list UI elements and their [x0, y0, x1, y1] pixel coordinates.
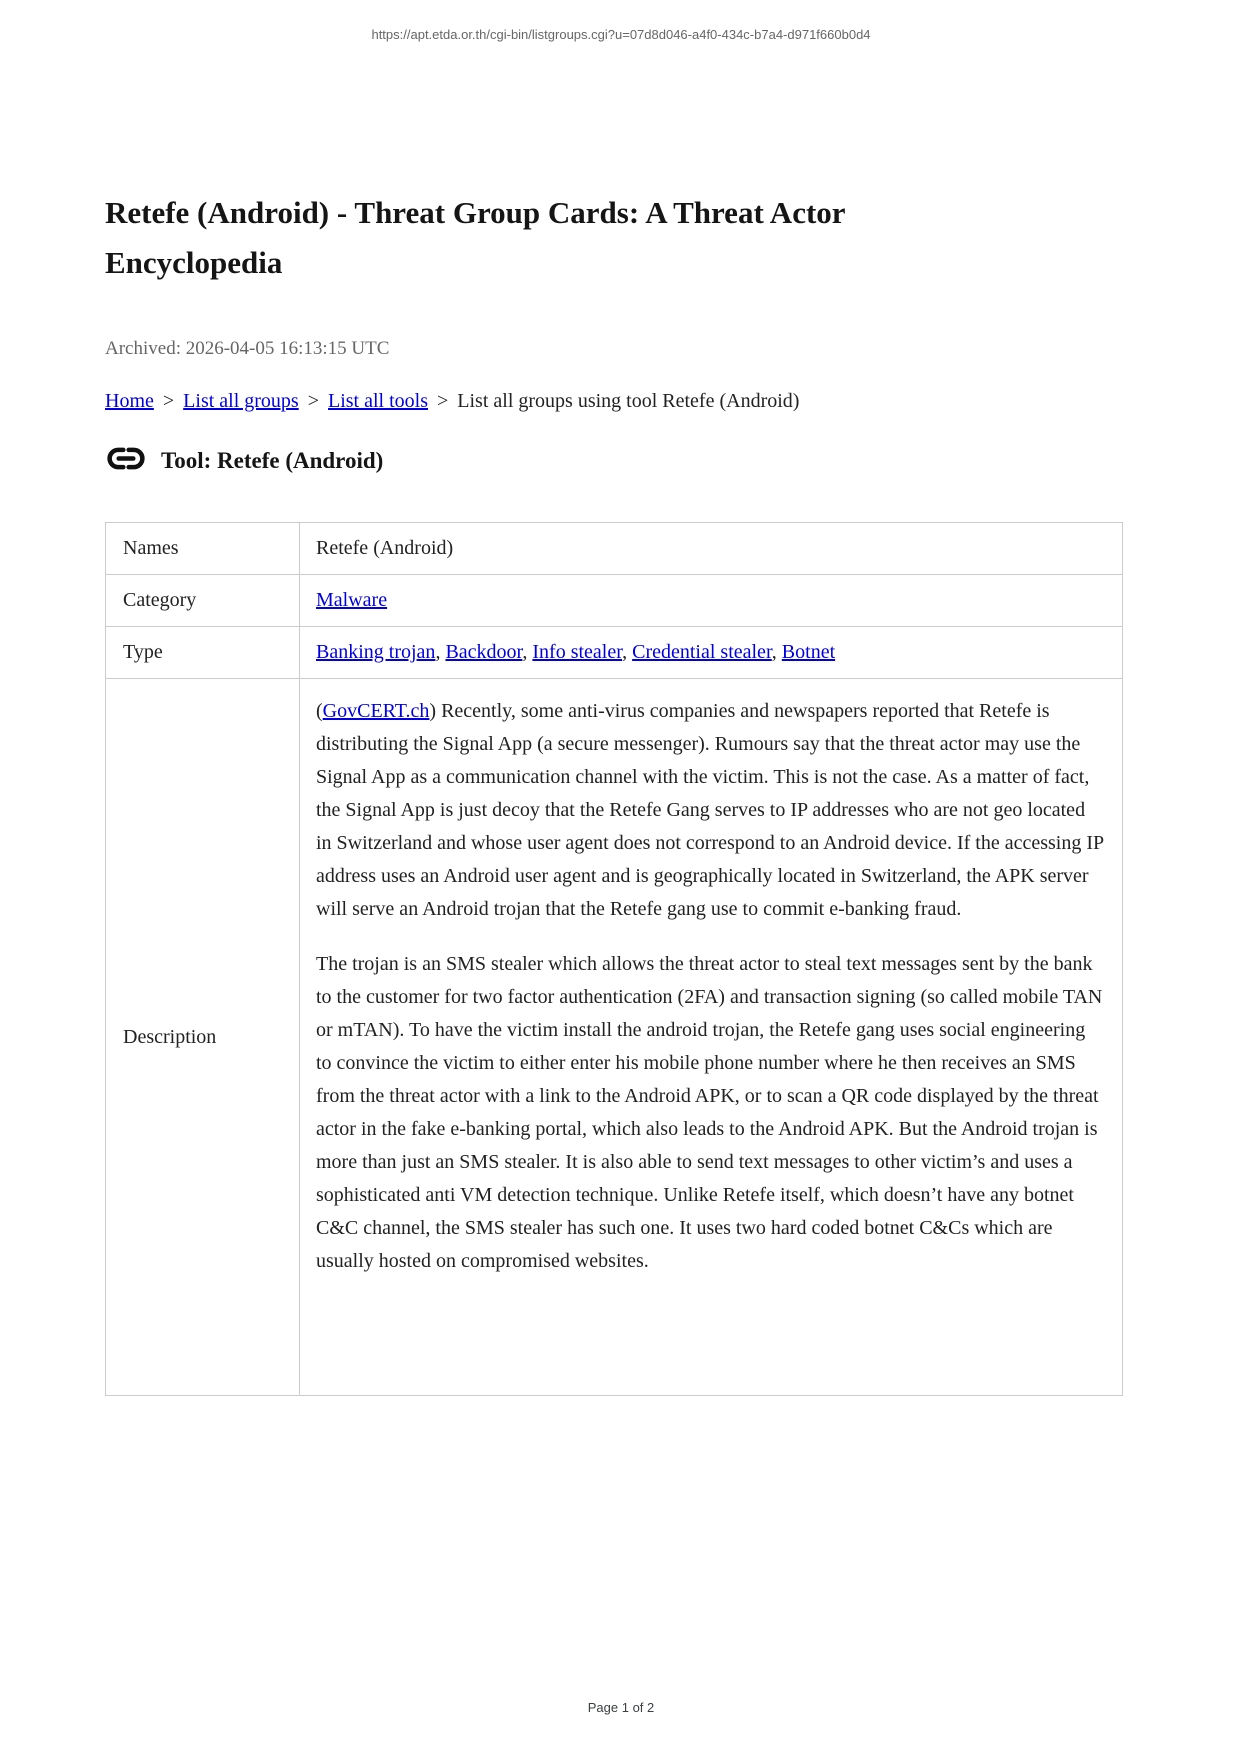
description-paragraph-2: The trojan is an SMS stealer which allows the threat actor to steal text messages sent by the bank to the customer for two factor authentication (2FA) and transaction signing (so called mobile TAN or mTAN). To have the victim install the android trojan, the Retefe gang uses social engineering to convince the victim to either enter his mobile phone number where he then receives an SMS from the threat actor with a link to the Android APK, or to scan a QR code displayed by the threat actor in the fake e-banking portal, which also leads to the Android APK. But the Android trojan is more than just an SMS stealer. It is also able to send text messages to other victim’s and uses a sophisticated anti VM detection technique. Unlike Retefe itself, which doesn’t have any botnet C&C channel, the SMS stealer has such one. It uses two hard coded botnet C&Cs which are usually hosted on compromised websites. — [316, 953, 1103, 1272]
breadcrumb-link-home[interactable]: Home — [105, 390, 154, 412]
row-label-names: Names — [106, 523, 300, 575]
breadcrumb-separator: > — [307, 390, 319, 412]
type-link-botnet[interactable]: Botnet — [781, 641, 836, 663]
row-value-category — [300, 575, 1123, 627]
comma-separator: , — [435, 641, 441, 663]
print-header-url: https://apt.etda.or.th/cgi-bin/listgroups.cgi?u=07d8d046-a4f0-434c-b7a4-d971f660b0d4 — [371, 27, 871, 42]
breadcrumb — [105, 390, 799, 413]
breadcrumb-separator: > — [437, 390, 449, 412]
tool-heading — [106, 448, 383, 474]
table-row-description — [106, 679, 1123, 1396]
paren-open: ( — [316, 700, 323, 722]
tool-info-table — [105, 522, 1123, 1396]
type-link-info-stealer[interactable]: Info stealer — [532, 641, 623, 663]
comma-separator: , — [771, 641, 777, 663]
category-link-malware[interactable]: Malware — [316, 589, 388, 611]
row-label-type: Type — [106, 627, 300, 679]
description-paragraph-1 — [316, 695, 1104, 926]
table-row-category — [106, 575, 1123, 627]
govcert-link[interactable]: GovCERT.ch — [322, 700, 430, 722]
link-icon — [106, 445, 146, 472]
archived-timestamp: Archived: 2026-04-05 16:13:15 UTC — [105, 338, 390, 359]
row-label-description: Description — [106, 679, 300, 1396]
breadcrumb-separator: > — [162, 390, 175, 412]
type-link-banking-trojan[interactable]: Banking trojan — [316, 641, 436, 663]
breadcrumb-current: List all groups using tool Retefe (Android) — [457, 390, 800, 412]
breadcrumb-link-list-all-tools[interactable]: List all tools — [328, 390, 428, 412]
row-value-description — [300, 679, 1123, 1396]
type-link-credential-stealer[interactable]: Credential stealer — [632, 641, 772, 663]
row-value-names: Retefe (Android) — [300, 523, 1123, 575]
type-link-backdoor[interactable]: Backdoor — [445, 641, 523, 663]
table-row-type — [106, 627, 1123, 679]
breadcrumb-link-list-all-groups[interactable]: List all groups — [183, 390, 299, 412]
comma-separator: , — [522, 641, 528, 663]
tool-heading-label: Tool: Retefe (Android) — [161, 448, 384, 473]
row-label-category: Category — [106, 575, 300, 627]
print-footer-page-number: Page 1 of 2 — [587, 1700, 655, 1715]
comma-separator: , — [622, 641, 628, 663]
page-title: Retefe (Android) - Threat Group Cards: A Threat Actor Encyclopedia — [105, 195, 845, 280]
description-paragraph-1-text: ) Recently, some anti-virus companies and newspapers reported that Retefe is distributing the Signal App (a secure messenger). Rumours say that the threat actor may use the Signal App as a communication channel with the victim. This is not the case. As a matter of fact, the Signal App is just decoy that the Retefe Gang serves to IP addresses who are not geo located in Switzerland and whose user agent does not correspond to an Android device. If the accessing IP address uses an Android user agent and is geographically located in Switzerland, the APK server will serve an Android trojan that the Retefe gang use to commit e-banking fraud. — [316, 700, 1104, 920]
row-value-type — [300, 627, 1123, 679]
table-row-names — [106, 523, 1123, 575]
